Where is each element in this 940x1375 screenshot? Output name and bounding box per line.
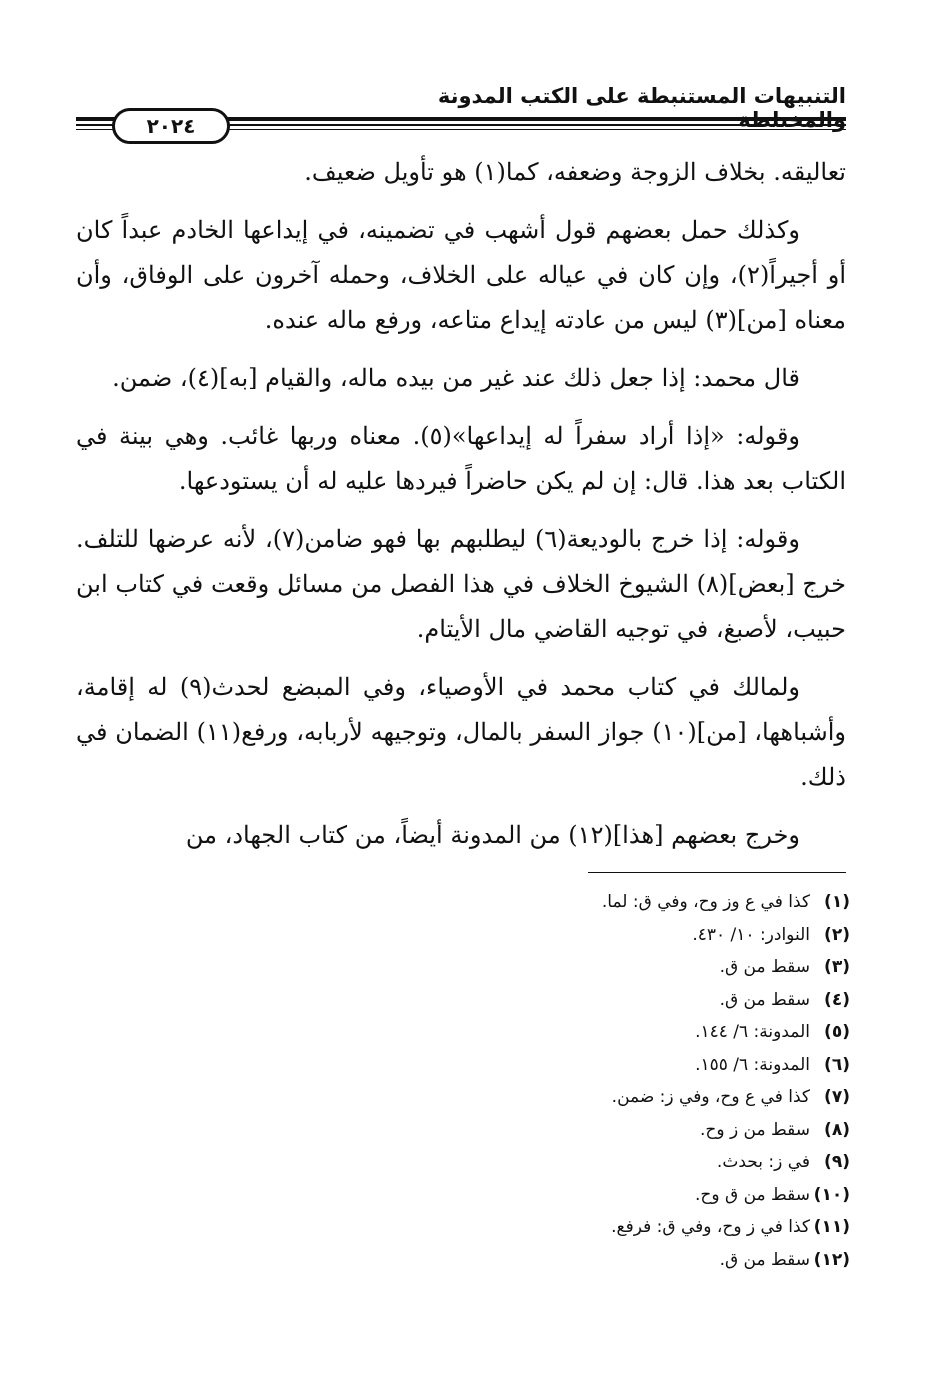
footnote <box>90 1114 850 1147</box>
footnote-text: المدونة: ٦/ ١٤٤. <box>695 1022 810 1042</box>
footnote-number: (١) <box>824 892 850 912</box>
footnote-number: (٢) <box>824 924 850 945</box>
footnote-number: (٦) <box>824 1054 850 1075</box>
footnote-number: (١١) <box>813 1217 850 1237</box>
footnote-text: كذا في ع وح، وفي ز: ضمن. <box>611 1087 810 1107</box>
footnote-text: في ز: بحدث. <box>716 1152 810 1172</box>
running-header-title: التنبيهات المستنبطة على الكتب المدونة <box>437 84 846 108</box>
footnote-number: (١٢) <box>813 1249 850 1270</box>
footnote-number: (٨) <box>824 1119 850 1140</box>
footnote-text: كذا في ع وز وح، وفي ق: لما. <box>601 892 810 912</box>
paragraph: قال محمد: إذا جعل ذلك عند غير من بيده ماله، والقيام [به](٤)، ضمن. <box>112 364 800 392</box>
paragraph: وكذلك حمل بعضهم قول أشهب في تضمينه، في إيداعها الخادم عبداً كان أو أجيراً(٢)، وإن كان في عياله على الخلاف، وحمله آخرون على الوفاق، وأن معناه [من](٣) ليس من عادته إيداع متاعه، ورفع ماله عنده. <box>76 216 847 334</box>
footnote <box>90 919 850 952</box>
footnote-text: سقط من ق وح. <box>694 1184 810 1205</box>
footnote-number: (٥) <box>824 1022 850 1042</box>
footnotes <box>90 886 850 1276</box>
footnote <box>90 886 850 919</box>
footnote-text: سقط من ق. <box>719 957 810 977</box>
footnote-text: سقط من ز وح. <box>699 1119 810 1140</box>
footnote <box>90 951 850 984</box>
footnote-text: سقط من ق. <box>719 989 810 1010</box>
footnote <box>90 1146 850 1179</box>
paragraph: تعاليقه. بخلاف الزوجة وضعفه، كما(١) هو تأويل ضعيف. <box>304 158 846 186</box>
footnote-number: (٤) <box>824 989 850 1010</box>
paragraph: وخرج بعضهم [هذا](١٢) من المدونة أيضاً، من كتاب الجهاد، من <box>185 821 800 849</box>
footnote <box>90 984 850 1017</box>
footnote-text: سقط من ق. <box>719 1249 810 1270</box>
footnote <box>90 1244 850 1277</box>
footnote-separator <box>588 872 846 873</box>
footnote <box>90 1211 850 1244</box>
footnote <box>90 1049 850 1082</box>
footnote-number: (٣) <box>824 957 850 977</box>
footnote <box>90 1016 850 1049</box>
footnote <box>90 1081 850 1114</box>
page-number: ٢٠٢٤ <box>112 108 230 144</box>
main-text <box>76 150 846 871</box>
paragraph: ولمالك في كتاب محمد في الأوصياء، وفي المبضع لحدث(٩) له إقامة، وأشباهها، [من](١٠) جواز السفر بالمال، وتوجيهه لأربابه، ورفع(١١) الضمان في ذلك. <box>76 673 847 791</box>
paragraph: وقوله: إذا خرج بالوديعة(٦) ليطلبهم بها فهو ضامن(٧)، لأنه عرضها للتلف. خرج [بعض](٨) الشيوخ الخلاف في هذا الفصل من مسائل وقعت في كتاب ابن حبيب، لأصبغ، في توجيه القاضي مال الأيتام. <box>76 525 846 643</box>
footnote-number: (٩) <box>824 1152 850 1172</box>
footnote-text: كذا في ز وح، وفي ق: فرفع. <box>611 1217 810 1237</box>
footnote <box>90 1179 850 1212</box>
footnote-text: المدونة: ٦/ ١٥٥. <box>695 1054 810 1075</box>
footnote-number: (١٠) <box>813 1184 850 1205</box>
footnote-number: (٧) <box>824 1087 850 1107</box>
footnote-text: النوادر: ١٠/ ٤٣٠. <box>692 924 810 945</box>
paragraph: وقوله: «إذا أراد سفراً له إيداعها»(٥). معناه وربها غائب. وهي بينة في الكتاب بعد هذا. قال: إن لم يكن حاضراً فيردها عليه له أن يستودعها. <box>76 422 846 495</box>
